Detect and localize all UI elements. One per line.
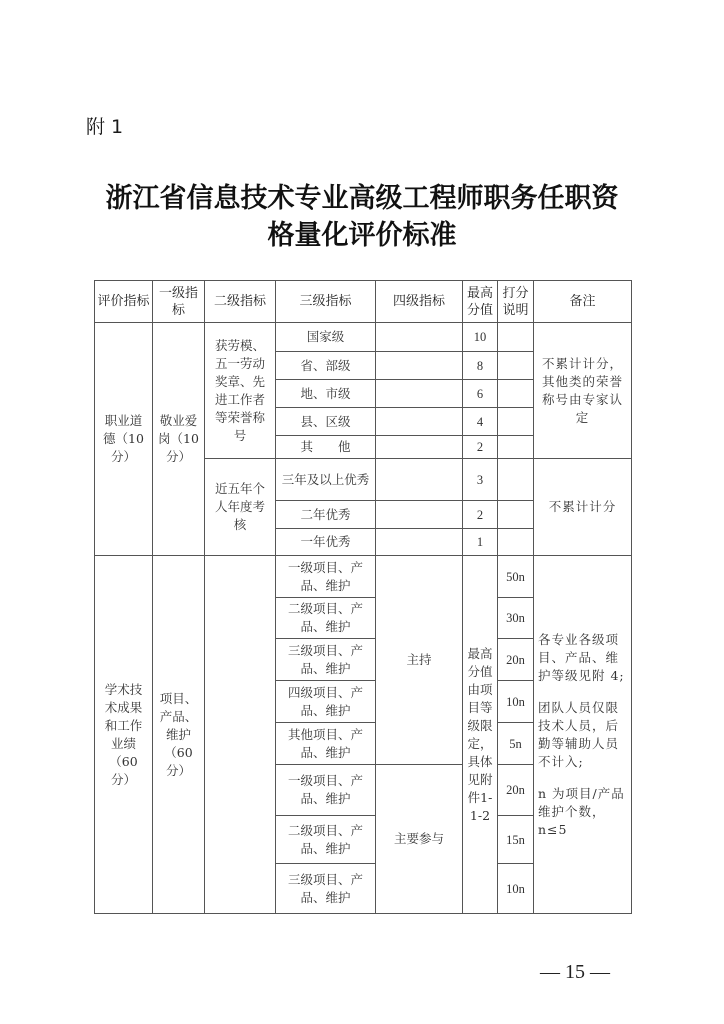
remark-cell: 不累计计分，其他类的荣誉称号由专家认定	[534, 323, 632, 459]
scoring-cell: 30n	[498, 598, 534, 639]
level4-cell	[376, 323, 463, 352]
scoring-cell: 20n	[498, 639, 534, 681]
header-level4: 四级指标	[376, 281, 463, 323]
level3-cell: 二级项目、产品、维护	[276, 816, 376, 864]
page-number: — 15 —	[540, 961, 610, 983]
remark-part-levels: 各专业各级项目、产品、维护等级见附 4;	[538, 631, 625, 683]
level4-cell	[376, 408, 463, 436]
eval-indicator-cell: 职业道德（10分）	[95, 323, 153, 556]
level3-cell: 三级项目、产品、维护	[276, 864, 376, 914]
max-score-cell: 3	[463, 459, 498, 501]
level3-cell: 二年优秀	[276, 501, 376, 529]
remark-cell: 不累计计分	[534, 459, 632, 556]
scoring-cell	[498, 323, 534, 352]
level4-cell	[376, 352, 463, 380]
scoring-cell	[498, 501, 534, 529]
level3-cell: 地、市级	[276, 380, 376, 408]
evaluation-table	[94, 280, 632, 914]
max-score-note-cell: 最高分值由项目等级限定，具体见附件1-1-2	[463, 556, 498, 914]
table-row	[95, 323, 632, 352]
level2-cell: 近五年个人年度考核	[205, 459, 276, 556]
level4-cell-participant: 主要参与	[376, 765, 463, 914]
max-score-cell: 6	[463, 380, 498, 408]
header-max-score: 最高分值	[463, 281, 498, 323]
scoring-cell: 10n	[498, 864, 534, 914]
header-level3: 三级指标	[276, 281, 376, 323]
level3-cell: 三级项目、产品、维护	[276, 639, 376, 681]
level4-cell	[376, 436, 463, 459]
max-score-cell: 2	[463, 501, 498, 529]
scoring-cell	[498, 380, 534, 408]
scoring-cell: 15n	[498, 816, 534, 864]
level3-cell: 省、部级	[276, 352, 376, 380]
max-score-cell: 10	[463, 323, 498, 352]
remark-part-n: n 为项目/产品维护个数，n≤5	[538, 785, 625, 837]
header-eval-indicator: 评价指标	[95, 281, 153, 323]
scoring-cell	[498, 436, 534, 459]
document-title-line-1: 浙江省信息技术专业高级工程师职务任职资	[105, 183, 619, 214]
level3-cell: 国家级	[276, 323, 376, 352]
scoring-cell: 5n	[498, 723, 534, 765]
level3-cell: 县、区级	[276, 408, 376, 436]
scoring-cell	[498, 459, 534, 501]
level4-cell	[376, 529, 463, 556]
max-score-cell: 4	[463, 408, 498, 436]
attachment-label: 附 1	[86, 116, 124, 138]
level3-cell: 二级项目、产品、维护	[276, 598, 376, 639]
max-score-cell: 8	[463, 352, 498, 380]
remark-part-team: 团队人员仅限技术人员，后勤等辅助人员不计入;	[538, 699, 620, 769]
level3-cell: 四级项目、产品、维护	[276, 681, 376, 723]
header-row	[95, 281, 632, 323]
eval-indicator-cell: 学术技术成果和工作业绩（60分）	[95, 556, 153, 914]
document-title-line-2: 格量化评价标准	[267, 220, 457, 251]
scoring-cell	[498, 408, 534, 436]
remark-cell	[534, 556, 632, 914]
level3-cell: 三年及以上优秀	[276, 459, 376, 501]
level3-cell: 其他项目、产品、维护	[276, 723, 376, 765]
scoring-cell	[498, 352, 534, 380]
level4-cell	[376, 501, 463, 529]
scoring-cell: 50n	[498, 556, 534, 598]
level2-cell: 获劳模、五一劳动奖章、先进工作者等荣誉称号	[205, 323, 276, 459]
level1-cell: 项目、产品、维护（60分）	[153, 556, 205, 914]
level1-cell: 敬业爱岗（10分）	[153, 323, 205, 556]
level4-cell-host: 主持	[376, 556, 463, 765]
level3-cell: 其 他	[276, 436, 376, 459]
level3-cell: 一级项目、产品、维护	[276, 556, 376, 598]
header-scoring: 打分说明	[498, 281, 534, 323]
level3-cell: 一级项目、产品、维护	[276, 765, 376, 816]
header-remark: 备注	[534, 281, 632, 323]
header-level1: 一级指标	[153, 281, 205, 323]
max-score-cell: 1	[463, 529, 498, 556]
scoring-cell: 20n	[498, 765, 534, 816]
table-row	[95, 556, 632, 598]
level4-cell	[376, 380, 463, 408]
scoring-cell: 10n	[498, 681, 534, 723]
level2-cell	[205, 556, 276, 914]
level3-cell: 一年优秀	[276, 529, 376, 556]
max-score-cell: 2	[463, 436, 498, 459]
header-level2: 二级指标	[205, 281, 276, 323]
scoring-cell	[498, 529, 534, 556]
level4-cell	[376, 459, 463, 501]
